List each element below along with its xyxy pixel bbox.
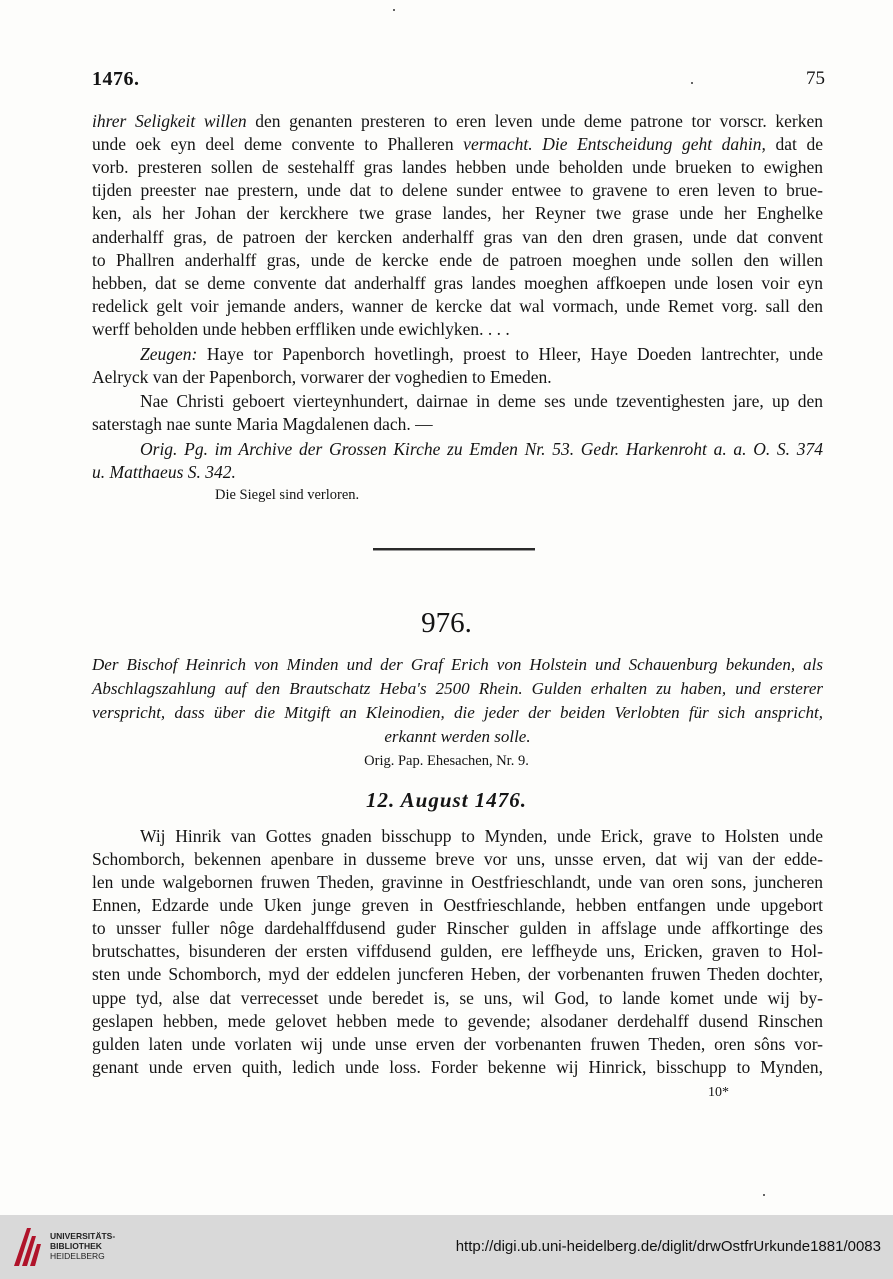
text-segment: vermacht. Die Entscheidung geht dahin,	[463, 134, 766, 154]
document-source: Orig. Pap. Ehesachen, Nr. 9.	[364, 753, 529, 769]
body-line: geslapen hebben, mede gelovet hebben mede to gevende; alsodaner derdehalff dusend Rinschen	[92, 1011, 823, 1031]
section-divider	[373, 548, 535, 551]
previous-document-line	[140, 438, 823, 460]
text-segment: Orig. Pg. im Archive der Grossen Kirche zu Emden Nr. 53. Gedr. Harkenroht a. a. O. S. 374	[140, 439, 823, 459]
previous-document-line	[92, 461, 236, 483]
text-segment: den genanten presteren to eren leven unde deme patrone tor vorscr. kerken	[246, 111, 823, 131]
previous-document-line	[140, 390, 823, 412]
text-segment: ihrer Seligkeit willen	[92, 111, 247, 131]
text-segment: u. Matthaeus S. 342.	[92, 462, 236, 482]
previous-document-line	[92, 295, 823, 317]
document-title-line: Der Bischof Heinrich von Minden und der Graf Erich von Holstein und Schauenburg bekunden, als	[92, 655, 823, 674]
text-segment: tijden preester nae prestern, unde dat to delene sunder entwee to gravene to eren leven to brue-	[92, 180, 823, 200]
text-segment: Aelryck van der Papenborch, vorwarer der voghedien to Emeden.	[92, 367, 552, 387]
previous-document-line	[140, 343, 823, 365]
seal-note: Die Siegel sind verloren.	[215, 487, 360, 503]
document-date: 12. August 1476.	[365, 788, 528, 812]
scan-speck	[393, 9, 395, 11]
body-line: Schomborch, bekennen apenbare in dusseme breve vor uns, unsse erven, dat wij van der edde-	[92, 849, 823, 869]
logo-line: HEIDELBERG	[50, 1251, 105, 1261]
body-line: Ennen, Edzarde unde Uken junge greven in Oestfrieschlande, hebben entfangen unde upgebort	[92, 895, 823, 915]
text-segment: saterstagh nae sunte Maria Magdalenen dach. —	[92, 414, 433, 434]
text-segment: vorb. presteren sollen de sestehalff gras landes hebben unde beholden unde brueken to ewighen	[92, 157, 823, 177]
document-title-line: verspricht, dass über die Mitgift an Kleinodien, die jeder der beiden Verlobten für sich anspricht,	[92, 703, 823, 722]
body-line: uppe tyd, alse dat verrecesset unde beredet is, se uns, wil God, to lande komet unde wij by-	[92, 988, 823, 1008]
scan-speck	[763, 1194, 765, 1196]
body-line: gulden laten unde vorlaten wij unde unse erven der vorbenanten fruwen Theden, oren sôns vor-	[92, 1034, 823, 1054]
text-segment: unde oek eyn deel deme convente to Phalleren	[92, 134, 464, 154]
previous-document-line	[92, 413, 433, 435]
previous-document-line	[92, 133, 823, 155]
library-logo-text	[50, 1231, 115, 1261]
body-line: to unsser fuller nôge dardehalffdusend guder Rinscher gulden in affslage unde affkortinge des	[92, 918, 823, 938]
previous-document-line	[92, 318, 510, 340]
document-title-line: Abschlagszahlung auf den Brautschatz Heba's 2500 Rhein. Gulden erhalten zu haben, und ersterer	[92, 679, 823, 698]
document-title-line: erkannt werden solle.	[384, 727, 531, 746]
previous-document-line	[92, 272, 823, 294]
source-url-link[interactable]: http://digi.ub.uni-heidelberg.de/diglit/drwOstfrUrkunde1881/0083	[455, 1238, 881, 1255]
library-footer-bar	[0, 1215, 893, 1279]
scan-speck	[691, 82, 693, 84]
document-number: 976.	[421, 607, 472, 639]
body-line: Wij Hinrik van Gottes gnaden bisschupp to Mynden, unde Erick, grave to Holsten unde	[140, 826, 823, 846]
page-number: 75	[806, 68, 825, 89]
previous-document-line	[92, 249, 823, 271]
text-segment: Haye tor Papenborch hovetlingh, proest to Hleer, Haye Doeden lantrechter, unde	[197, 344, 823, 364]
text-segment: anderhalff gras, de patroen der kercken anderhalff gras van den dren grasen, unde dat convent	[92, 227, 823, 247]
previous-document-line	[92, 110, 823, 132]
text-segment: Nae Christi geboert vierteynhundert, dairnae in deme ses unde tzeventighesten jare, up den	[140, 391, 823, 411]
logo-line: BIBLIOTHEK	[50, 1241, 102, 1251]
running-head-year: 1476.	[92, 68, 140, 90]
text-segment: hebben, dat se deme convente dat anderhalff gras landes moeghen affkoepen unde losen voir eyn	[92, 273, 823, 293]
text-segment: to Phallren anderhalff gras, unde de kercke ende de patroen moeghen unde sollen den willen	[92, 250, 823, 270]
signature-mark: 10*	[708, 1085, 729, 1100]
previous-document-line	[92, 202, 823, 224]
previous-document-line	[92, 226, 823, 248]
previous-document-line	[92, 156, 823, 178]
body-line: len unde walgebornen fruwen Theden, gravinne in Oestfrieschlandt, unde van oren sons, juncheren	[92, 872, 823, 892]
body-line: sten unde Schomborch, myd der eddelen juncferen Heben, der vorbenanten fruwen Theden dochter,	[92, 964, 823, 984]
previous-document-line	[92, 366, 552, 388]
text-segment: Zeugen:	[140, 344, 198, 364]
text-segment: werff beholden unde hebben erffliken unde ewichlyken. . . .	[92, 319, 510, 339]
body-line: brutschattes, bisunderen der ersten viffdusend gulden, ere leffheyde uns, Ericken, graven to Hol-	[92, 941, 823, 961]
text-segment: ken, als her Johan der kerckhere twe grase landes, her Reyner twe grase unde her Enghelke	[92, 203, 823, 223]
logo-line: UNIVERSITÄTS-	[50, 1231, 116, 1241]
university-library-logo-icon	[10, 1224, 44, 1270]
text-segment: dat de	[765, 134, 823, 154]
body-line: genant unde erven quith, ledich unde loss. Forder bekenne wij Hinrick, bisschupp to Mynden,	[92, 1057, 823, 1077]
text-segment: redelick gelt voir jemande anders, wanner de kercke dat wal vormach, unde Remet vorg. sall den	[92, 296, 823, 316]
previous-document-line	[92, 179, 823, 201]
